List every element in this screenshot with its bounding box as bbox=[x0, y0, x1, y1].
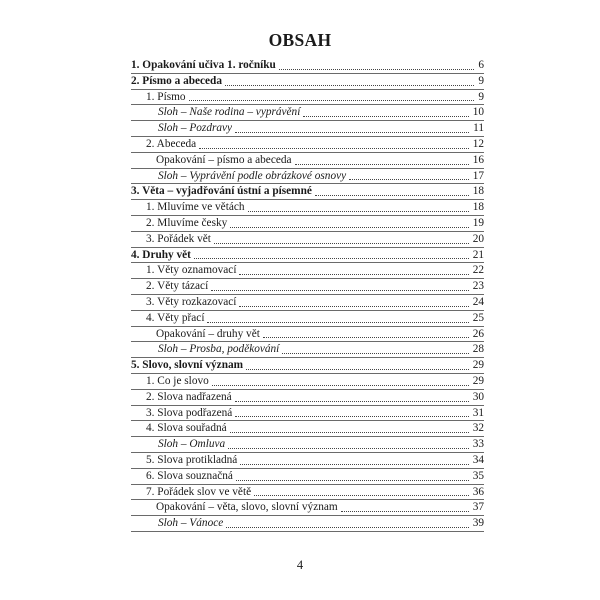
page-number: 4 bbox=[296, 558, 304, 572]
toc-entry-row bbox=[131, 421, 484, 437]
toc-entry-row bbox=[131, 500, 484, 516]
toc-entry-row bbox=[131, 169, 484, 185]
toc-entry-label: 1. Věty oznamovací bbox=[146, 264, 237, 277]
dot-leader bbox=[226, 527, 468, 528]
toc-page-number: 25 bbox=[472, 311, 484, 324]
dot-leader bbox=[230, 227, 468, 228]
toc-page-number: 29 bbox=[472, 374, 484, 387]
toc-page-number: 34 bbox=[472, 453, 484, 466]
toc-page-number: 19 bbox=[472, 216, 484, 229]
dot-leader bbox=[235, 401, 469, 402]
toc-page-number: 31 bbox=[472, 406, 484, 419]
toc-entry-row bbox=[131, 295, 484, 311]
toc-page-number: 11 bbox=[473, 122, 484, 135]
toc-entry-row bbox=[131, 263, 484, 279]
toc-entry-label: 5. Slova protikladná bbox=[146, 453, 238, 466]
toc-entry-row bbox=[131, 279, 484, 295]
toc-page-number: 36 bbox=[472, 485, 484, 498]
dot-leader bbox=[303, 116, 468, 117]
toc-entry-label: 5. Slovo, slovní význam bbox=[131, 359, 244, 372]
toc-chapter-row bbox=[131, 74, 484, 90]
page-title: OBSAH bbox=[268, 30, 332, 50]
toc-entry-label: 1. Písmo bbox=[146, 90, 186, 103]
toc-entry-row bbox=[131, 485, 484, 501]
dot-leader bbox=[239, 274, 468, 275]
toc-entry-label: 4. Věty přací bbox=[146, 311, 205, 324]
toc-page-number: 12 bbox=[472, 137, 484, 150]
toc-entry-label: 6. Slova souznačná bbox=[146, 469, 233, 482]
toc-entry-row bbox=[131, 342, 484, 358]
toc-entry-label: 2. Slova nadřazená bbox=[146, 390, 232, 403]
dot-leader bbox=[279, 69, 475, 70]
toc-entry-row bbox=[131, 232, 484, 248]
toc-page-number: 10 bbox=[472, 106, 484, 119]
toc-page-number: 21 bbox=[472, 248, 484, 261]
toc-page-number: 35 bbox=[472, 469, 484, 482]
table-of-contents bbox=[131, 58, 484, 532]
toc-entry-label: 4. Druhy vět bbox=[131, 248, 191, 261]
toc-entry-label: Sloh – Vánoce bbox=[158, 517, 224, 530]
dot-leader bbox=[315, 195, 469, 196]
toc-entry-label: 7. Pořádek slov ve větě bbox=[146, 485, 252, 498]
dot-leader bbox=[230, 432, 469, 433]
dot-leader bbox=[282, 353, 468, 354]
toc-entry-row bbox=[131, 406, 484, 422]
toc-page-number: 30 bbox=[472, 390, 484, 403]
dot-leader bbox=[235, 416, 468, 417]
toc-entry-label: 2. Věty tázací bbox=[146, 280, 209, 293]
toc-entry-row bbox=[131, 469, 484, 485]
toc-entry-label: Opakování – písmo a abeceda bbox=[156, 153, 292, 166]
toc-page-number: 22 bbox=[472, 264, 484, 277]
toc-page-number: 24 bbox=[472, 295, 484, 308]
toc-entry-label: 2. Mluvíme česky bbox=[146, 216, 228, 229]
dot-leader bbox=[263, 337, 469, 338]
toc-page-number: 18 bbox=[472, 185, 484, 198]
dot-leader bbox=[254, 495, 469, 496]
toc-page-number: 39 bbox=[472, 517, 484, 530]
toc-entry-row bbox=[131, 516, 484, 532]
toc-page-number: 23 bbox=[472, 280, 484, 293]
toc-entry-row bbox=[131, 390, 484, 406]
toc-entry-row bbox=[131, 374, 484, 390]
toc-entry-label: Sloh – Pozdravy bbox=[158, 122, 233, 135]
toc-entry-label: Sloh – Omluva bbox=[158, 438, 226, 451]
toc-page-number: 9 bbox=[478, 74, 484, 87]
toc-page-number: 37 bbox=[472, 501, 484, 514]
dot-leader bbox=[236, 480, 469, 481]
toc-page-number: 28 bbox=[472, 343, 484, 356]
dot-leader bbox=[211, 290, 468, 291]
dot-leader bbox=[214, 243, 469, 244]
toc-entry-label: Sloh – Vyprávění podle obrázkové osnovy bbox=[158, 169, 347, 182]
toc-page-number: 32 bbox=[472, 422, 484, 435]
dot-leader bbox=[239, 306, 468, 307]
toc-entry-label: Opakování – druhy vět bbox=[156, 327, 260, 340]
toc-entry-row bbox=[131, 105, 484, 121]
dot-leader bbox=[246, 369, 469, 370]
toc-page-number: 29 bbox=[472, 359, 484, 372]
toc-page-number: 6 bbox=[478, 59, 484, 71]
toc-entry-label: 1. Mluvíme ve větách bbox=[146, 201, 245, 214]
toc-entry-row bbox=[131, 121, 484, 137]
toc-entry-row bbox=[131, 437, 484, 453]
toc-entry-label: 3. Věta – vyjadřování ústní a písemné bbox=[131, 185, 312, 198]
toc-entry-label: 2. Písmo a abeceda bbox=[131, 74, 222, 87]
dot-leader bbox=[194, 258, 469, 259]
toc-page-number: 16 bbox=[472, 153, 484, 166]
toc-page-number: 18 bbox=[472, 201, 484, 214]
toc-chapter-row bbox=[131, 184, 484, 200]
toc-entry-label: 3. Věty rozkazovací bbox=[146, 295, 237, 308]
dot-leader bbox=[240, 464, 468, 465]
toc-entry-row bbox=[131, 216, 484, 232]
dot-leader bbox=[212, 385, 469, 386]
dot-leader bbox=[189, 100, 475, 101]
toc-entry-label: Sloh – Prosba, poděkování bbox=[158, 343, 280, 356]
toc-page-number: 26 bbox=[472, 327, 484, 340]
dot-leader bbox=[295, 164, 469, 165]
toc-entry-label: 4. Slova souřadná bbox=[146, 422, 227, 435]
toc-page-number: 33 bbox=[472, 438, 484, 451]
dot-leader bbox=[225, 85, 474, 86]
toc-entry-label: Sloh – Naše rodina – vyprávění bbox=[158, 106, 301, 119]
toc-entry-row bbox=[131, 327, 484, 343]
toc-page-number: 9 bbox=[478, 90, 484, 103]
dot-leader bbox=[349, 179, 469, 180]
toc-entry-label: 1. Opakování učiva 1. ročníku bbox=[131, 59, 276, 71]
toc-chapter-row bbox=[131, 358, 484, 374]
toc-page-number: 20 bbox=[472, 232, 484, 245]
toc-entry-row bbox=[131, 153, 484, 169]
toc-entry-row bbox=[131, 453, 484, 469]
toc-entry-label: Opakování – věta, slovo, slovní význam bbox=[156, 501, 338, 514]
dot-leader bbox=[228, 448, 469, 449]
dot-leader bbox=[235, 132, 469, 133]
toc-entry-label: 2. Abeceda bbox=[146, 137, 197, 150]
dot-leader bbox=[341, 511, 469, 512]
toc-chapter-row bbox=[131, 58, 484, 74]
toc-entry-row bbox=[131, 200, 484, 216]
toc-page-number: 17 bbox=[472, 169, 484, 182]
dot-leader bbox=[207, 322, 468, 323]
toc-chapter-row bbox=[131, 248, 484, 264]
toc-entry-label: 1. Co je slovo bbox=[146, 374, 209, 387]
toc-entry-row bbox=[131, 137, 484, 153]
toc-entry-row bbox=[131, 90, 484, 106]
toc-entry-label: 3. Pořádek vět bbox=[146, 232, 211, 245]
toc-entry-label: 3. Slova podřazená bbox=[146, 406, 233, 419]
dot-leader bbox=[199, 148, 469, 149]
toc-entry-row bbox=[131, 311, 484, 327]
dot-leader bbox=[248, 211, 469, 212]
